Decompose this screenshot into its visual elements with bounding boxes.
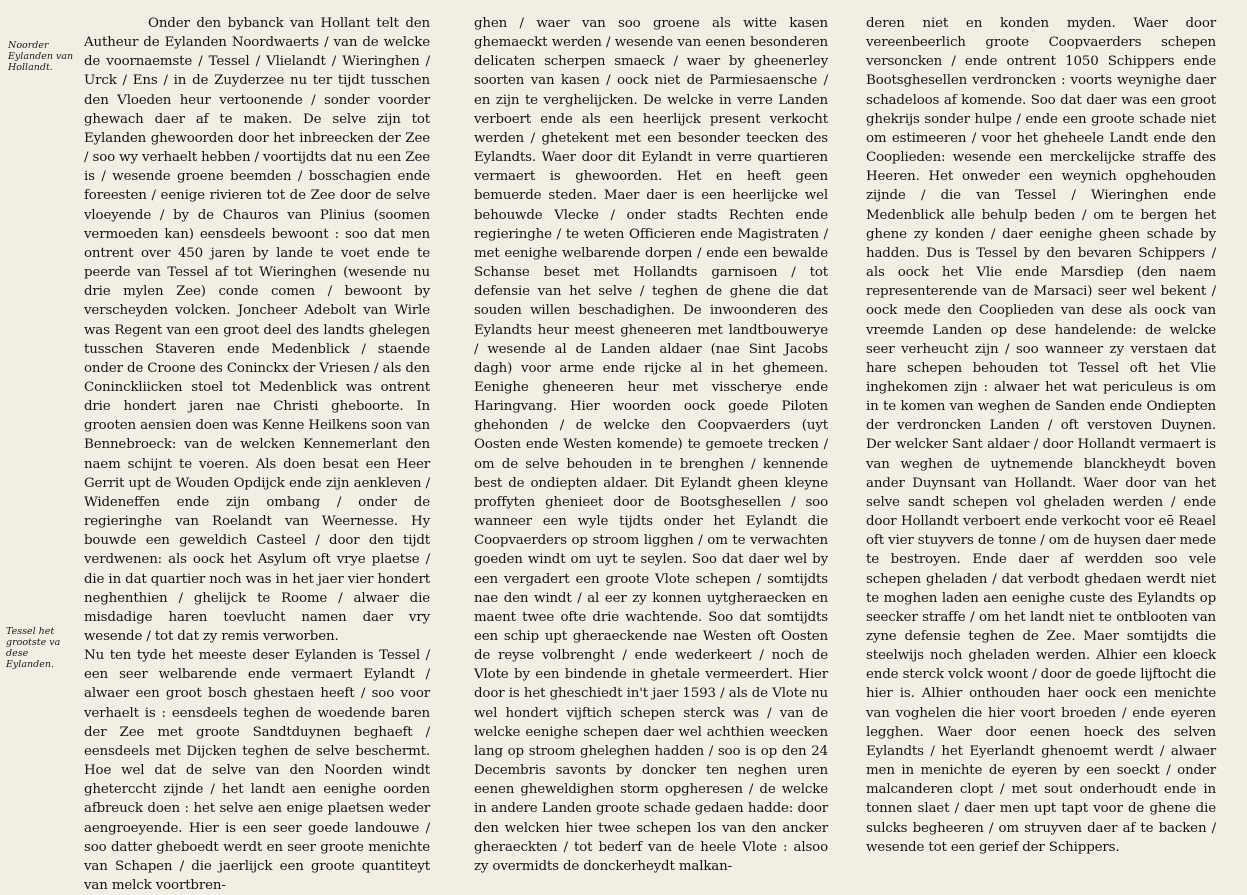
text-column-2 <box>474 14 828 876</box>
column1-paragraph-2: Nu ten tyde het meeste deser Eylanden is Tessel / een seer welbarende ende vermaert Eylandt / alwaer een groot bosch ghestaen heeft / soo voor verhaelt is : eensdeels teghen de woedende baren der Zee met groote Sandtduynen beghaeft / eensdeels met Dijcken teghen de selve beschermt. Hoe wel dat de selve van den Noorden windt gheterccht zijnde / het landt aen eenighe oorden afbreuck doen : het selve aen enige plaetsen weder aengroeyende. Hier is een seer goede landouwe / soo datter gheboedt werdt en seer groote menichte van Schapen / die jaerlijck een groote quantiteyt van melck voortbren- <box>84 648 430 894</box>
column3-text: deren niet en konden myden. Waer door vereenbeerlich groote Coopvaerders schepen versoncken / ende ontrent 1050 Schippers ende Bootsghesellen verdroncken : voorts weynighe daer schadeloos af komende. Soo dat daer was een groot ghekrijs sonder hulpe / ende een groote schade niet om estimeeren / voor het gheheele Landt ende den Cooplieden: wesende een merckelijcke straffe des Heeren. Het onweder een weynich opghehouden zijnde / die van Tessel / Wieringhen ende Medenblick alle behulp beden / om te bergen het ghene zy konden / daer eenighe gheen schade by hadden. Dus is Tessel by den bevaren Schippers / als oock het Vlie ende Marsdiep (den naem representerende van de Marsaci) seer wel bekent / oock mede den Cooplieden van dese als oock van vreemde Landen op dese handelende: de welcke seer verheucht zijn / soo wanneer zy verstaen dat hare schepen behouden tot Tessel oft het Vlie inghekomen zijn : alwaer het wat periculeus is om in te komen van weghen de Sanden ende Ondiepten der verdroncken Landen / oft verstoven Duynen. Der welcker Sant aldaer / door Hollandt vermaert is van weghen de uytnemende blanckheydt boven ander Duynsant van Hollandt. Waer door van het selve sandt schepen vol gheladen werden / ende door Hollandt verboert ende verkocht voor eē Reael oft vier stuyvers de tonne / om de huysen daer mede te bestroyen. Ende daer af werdden soo vele schepen gheladen / dat verbodt ghedaen werdt niet te moghen laden aen eenighe custe des Eylandts op seecker straffe / om het landt niet te ontblooten van zyne defensie teghen de Zee. Maer somtijdts die steelwijs noch gheladen werden. Alhier een kloeck ende sterck volck woont / door de goede lijftocht die hier is. Alhier onthouden haer oock een menichte van voghelen die hier voort broeden / ende eyeren legghen. Waer door eenen hoeck des selven Eylandts / het Eyerlandt ghenoemt werdt / alwaer men in menichte de eyeren by een soeckt / onder malcanderen clopt / met sout onderhoudt ende in tonnen slaet / daer men upt tapt voor de ghene die sulcks begheeren / om struyven daer af te backen / wesende tot een gerief der Schippers. <box>866 16 1216 855</box>
text-column-1 <box>84 14 430 894</box>
text-column-3 <box>866 14 1216 876</box>
margin-note-noorder-eylanden: Noorder Eylanden van Hollandt. <box>8 40 74 73</box>
margin-note-tessel: Tessel het grootste va dese Eylanden. <box>6 626 61 670</box>
column2-text: ghen / waer van soo groene als witte kasen ghemaeckt werden / wesende van eenen besonderen delicaten scherpen smaeck / waer by gheenerley soorten van kasen / oock niet de Parmiesaensche / en zijn te verghelijcken. De welcke in verre Landen verboert ende als een heerlijck present verkocht werden / ghetekent met een besonder teecken des Eylandts. Waer door dit Eylandt in verre quartieren vermaert is ghewoorden. Het en heeft geen bemuerde steden. Maer daer is een heerlijcke wel behouwde Vlecke / onder stadts Rechten ende regieringhe / te weten Officieren ende Magistraten / met eenighe welbarende dorpen / ende een bewalde Schanse beset met Hollandts garnisoen / tot defensie van het selve / teghen de ghene die dat souden willen beschadighen. De inwoonderen des Eylandts heur meest gheneeren met landtbouwerye / wesende al de Landen aldaer (nae Sint Jacobs dagh) voor arme ende rijcke al in het ghemeen. Eenighe gheneeren heur met visscherye ende Haringvang. Hier woorden oock goede Piloten ghehonden / de welcke den Coopvaerders (uyt Oosten ende Westen komende) te gemoete trecken / om de selve behouden in te brenghen / kennende best de ondiepten aldaer. Dit Eylandt gheen kleyne proffyten ghenieet door de Bootsghesellen / soo wanneer een wyle tijdts onder het Eylandt die Coopvaerders op stroom ligghen / om te verwachten goeden windt om uyt te seylen. Soo dat daer wel by een vergadert een groote Vlote schepen / somtijdts nae den windt / al eer zy konnen uytgheraecken en maent twee ofte drie wachtende. Soo dat somtijdts een schip upt gheraeckende nae Westen oft Oosten de reyse volbrenght / ende wederkeert / noch de Vlote by een bindende in ghetale vermeerdert. Hier door is het gheschiedt in't jaer 1593 / als de Vlote nu wel hondert vijftich schepen sterck was / van de welcke eenighe schepen daer wel achthien weecken lang op stroom gheleghen hadden / soo is op den 24 Decembris savonts by doncker ten neghen uren eenen gheweldighen storm opgheresen / de welcke in andere Landen groote schade gedaen hadde: door den welcken hier twee schepen los van den ancker gheraeckten / tot bederf van de heele Vlote : alsoo zy overmidts de donckerheydt malkan- <box>474 16 828 874</box>
column1-paragraph-1: Onder den bybanck van Hollant telt den Autheur de Eylanden Noordwaerts / van de welcke de voornaemste / Tessel / Vlielandt / Wieringhen / Urck / Ens / in de Zuyderzee nu ter tijdt tusschen den Vloeden heur vertoonende / sonder voorder ghewach daer af te maken. De selve zijn tot Eylanden ghewoorden door het inbreecken der Zee / soo wy verhaelt hebben / voortijdts dat nu een Zee is / wesende groene beemden / bosschagien ende foreesten / eenige rivieren tot de Zee door de selve vloeyende / by de Chauros van Plinius (soomen vermoeden kan) eensdeels bewoont : soo dat men ontrent over 450 jaren by lande te voet ende te peerde van Tessel af tot Wieringhen (wesende nu drie mylen Zee) conde comen / bewoont by verscheyden volcken. Joncheer Adebolt van Wirle was Regent van een groot deel des landts ghelegen tusschen Staveren ende Medenblick / staende onder de Croone des Coninckx der Vriesen / als den Coninckliicken stoel tot Medenblick was ontrent drie hondert jaren nae Christi gheboorte. In grooten aensien doen was Kenne Heilkens soon van Bennebroeck: van de welcken Kennemerlant den naem schijnt te voeren. Als doen besat een Heer Gerrit upt de Wouden Opdijck ende zijn aenkleven / Wideneffen ende zijn ombang / onder de regieringhe van Roelandt van Weernesse. Hy bouwde een geweldich Casteel / door den tijdt verdwenen: als oock het Asylum oft vrye plaetse / die in dat quartier noch was in het jaer vier hondert neghenthien / ghelijck te Roome / alwaer die misdadige haren toevlucht namen daer vry wesende / tot dat zy remis verworben. <box>84 16 430 644</box>
